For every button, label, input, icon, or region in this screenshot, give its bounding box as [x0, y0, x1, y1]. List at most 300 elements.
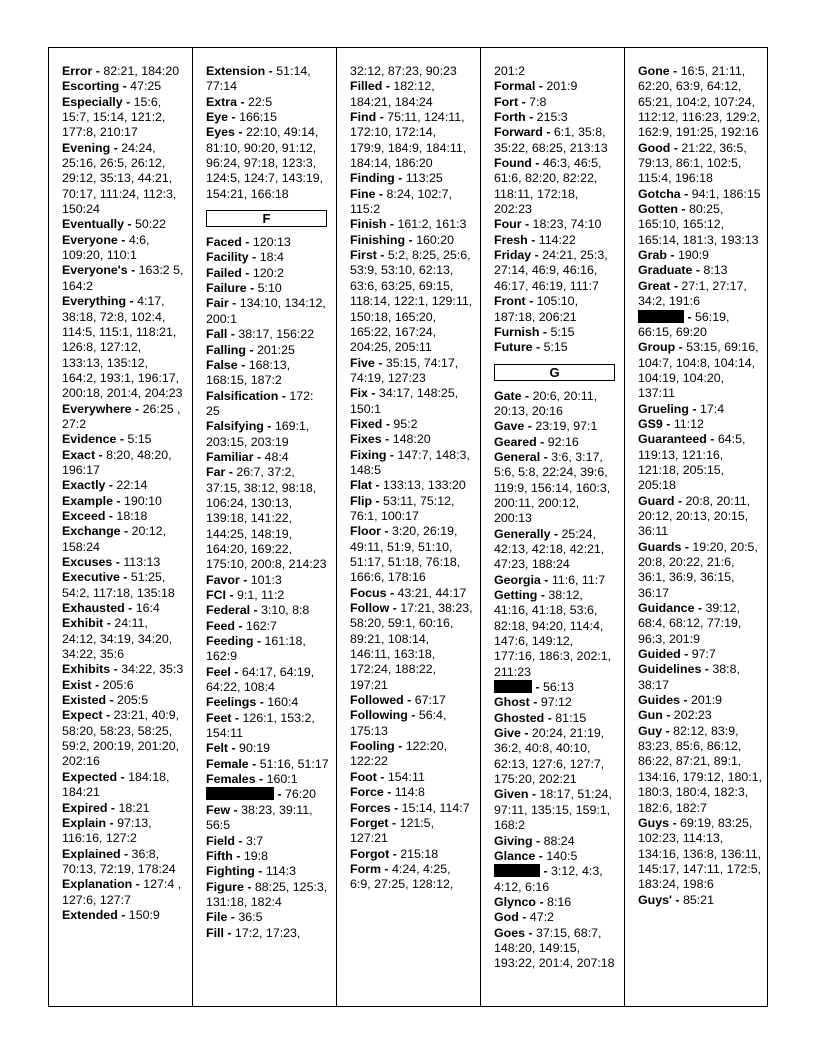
page-line-refs: 4:17, 38:18, 72:8, 102:4, 114:5, 115:1, 118:21, 126:8, 127:12, 133:13, 135:12, 164:2, 193:1, 196:17, 200:18, 201:4, 204:23	[62, 294, 183, 401]
page-line-refs: 120:2	[252, 265, 284, 280]
index-term: Exchange	[62, 524, 121, 539]
page-line-refs: 24:24, 25:16, 26:5, 26:12, 29:12, 35:13, 44:21, 70:17, 111:24, 112:3, 150:24	[62, 140, 177, 217]
page-line-refs: 48:4	[264, 449, 289, 464]
page-line-refs: 8:20, 48:20, 196:17	[62, 447, 172, 477]
term-separator: -	[524, 419, 536, 434]
term-separator: -	[248, 250, 260, 265]
index-term: Generally	[494, 526, 551, 541]
index-entry	[62, 402, 185, 433]
index-term: Few	[206, 802, 231, 817]
index-entry	[638, 540, 762, 601]
page-line-refs: 140:5	[546, 848, 578, 863]
index-term: Falsification	[206, 388, 279, 403]
page-line-refs: 43:21, 44:17	[397, 585, 467, 600]
index-entry	[62, 79, 185, 94]
index-term: Guys	[638, 815, 669, 830]
index-column-5	[625, 48, 769, 1006]
index-term: Far	[206, 465, 226, 480]
term-separator: -	[112, 555, 124, 569]
index-entry	[62, 478, 185, 493]
page-line-refs: 85:21	[682, 892, 714, 907]
index-term: Failed	[206, 265, 242, 280]
term-separator: -	[237, 94, 249, 109]
entry-continuation: 32:12, 87:23, 90:23	[350, 64, 457, 78]
index-entry	[206, 864, 329, 879]
page-line-refs: 23:19, 97:1	[535, 419, 598, 434]
index-entry	[494, 864, 617, 895]
term-separator: -	[405, 232, 417, 247]
index-term: Falling	[206, 342, 246, 357]
index-entry	[206, 665, 329, 696]
term-separator: -	[521, 388, 533, 403]
page-line-refs: 82:21, 184:20	[103, 64, 180, 78]
term-separator: -	[518, 910, 530, 925]
page-line-refs: 51:16, 51:17	[259, 756, 329, 771]
term-separator: -	[225, 465, 237, 480]
index-term: FCI	[206, 588, 226, 602]
term-separator: -	[540, 449, 552, 464]
section-letter-header: G	[494, 364, 615, 381]
index-entry	[206, 741, 329, 756]
page-line-refs: 19:8	[243, 848, 268, 863]
index-entry	[206, 588, 329, 603]
index-term: Form	[350, 861, 381, 876]
page-line-refs: 11:12	[673, 416, 704, 431]
page-line-refs: 26:7, 37:2, 37:15, 38:12, 98:18, 106:24, 130:13, 139:18, 141:22, 144:25, 148:19, 164:20, 169:22, 175:10, 200:8, 214:23	[206, 465, 327, 572]
index-entry	[62, 509, 185, 524]
term-separator: -	[386, 447, 398, 462]
term-separator: -	[103, 616, 115, 631]
term-separator: -	[120, 524, 132, 539]
index-entry	[494, 695, 617, 710]
index-term: Formal	[494, 79, 536, 94]
term-separator: -	[232, 848, 244, 863]
term-separator: -	[253, 634, 265, 649]
page-line-refs: 166:15	[239, 110, 277, 125]
term-separator: -	[265, 64, 277, 78]
index-entry	[206, 634, 329, 665]
term-separator: -	[532, 680, 544, 695]
page-line-refs: 5:10	[257, 281, 282, 296]
term-separator: -	[525, 294, 537, 309]
term-separator: -	[525, 110, 537, 125]
index-term: File	[206, 910, 228, 925]
index-term: Exactly	[62, 478, 106, 493]
redaction-bar	[494, 680, 532, 693]
page-line-refs: 95:2	[393, 416, 418, 431]
index-term: Gotcha	[638, 186, 681, 201]
index-entry	[62, 708, 185, 769]
page-line-refs: 39:12, 68:4, 68:12, 77:19, 96:3, 201:9	[638, 601, 742, 646]
page-line-refs: 5:15	[127, 432, 152, 447]
index-term: Group	[638, 340, 676, 355]
term-separator: -	[127, 263, 139, 278]
page-line-refs: 161:2, 161:3	[397, 217, 467, 232]
page-line-refs: 80:25, 165:10, 165:12, 165:14, 181:3, 193:13	[638, 202, 759, 247]
page-line-refs: 22:14	[116, 478, 148, 493]
term-separator: -	[376, 769, 388, 784]
index-entry	[638, 417, 762, 432]
term-separator: -	[116, 432, 128, 447]
term-separator: -	[234, 125, 246, 140]
index-entry	[350, 708, 473, 739]
index-term: Everything	[62, 294, 127, 309]
page-line-refs: 162:7	[245, 618, 277, 633]
index-entry	[62, 847, 185, 878]
page-line-refs: 24:11, 24:12, 34:19, 34:20, 34:22, 35:6	[62, 616, 173, 662]
index-term: Everywhere	[62, 401, 132, 416]
index-term: Fooling	[350, 739, 395, 754]
index-entry	[494, 573, 617, 588]
term-separator: -	[253, 449, 265, 464]
index-term: Exhibits	[62, 662, 111, 677]
redaction-bar	[638, 310, 684, 323]
term-separator: -	[662, 708, 674, 723]
page-line-refs: 15:14, 114:7	[401, 800, 470, 815]
index-entry	[638, 340, 762, 401]
index-term: Great	[638, 278, 671, 293]
term-separator: -	[706, 432, 718, 447]
index-entry	[350, 248, 473, 355]
index-entry	[638, 187, 762, 202]
index-term: Given	[494, 787, 529, 802]
term-separator: -	[227, 327, 239, 342]
index-term: Eyes	[206, 125, 235, 140]
term-separator: -	[532, 833, 544, 848]
page-line-refs: 8:24, 102:7, 115:2	[350, 186, 452, 217]
index-term: Guys'	[638, 892, 672, 907]
index-term: Expected	[62, 769, 118, 784]
index-term: Gotten	[638, 202, 678, 217]
page-line-refs: 7:8	[529, 94, 547, 109]
page-line-refs: 18:4	[259, 250, 284, 265]
index-entry	[62, 693, 185, 708]
index-term: God	[494, 910, 519, 925]
index-term: Good	[638, 140, 671, 155]
page-line-refs: 17:2, 17:23,	[234, 925, 301, 940]
index-term: Furnish	[494, 324, 540, 339]
page-line-refs: 133:13, 133:20	[383, 478, 466, 493]
index-entry	[62, 263, 185, 294]
index-term: Forgot	[350, 846, 390, 861]
index-column-4	[481, 48, 625, 1006]
index-term: Follow	[350, 601, 390, 616]
page-line-refs: 3:20, 26:19, 49:11, 51:9, 51:10, 51:17, 51:18, 76:18, 166:6, 178:16	[350, 524, 461, 585]
index-entry	[206, 465, 329, 572]
page-line-refs: 105:10, 187:18, 206:21	[494, 294, 579, 324]
term-separator: -	[122, 94, 134, 109]
page-line-refs: 75:11, 124:11, 172:10, 172:14, 179:9, 184:9, 184:11, 184:14, 186:20	[350, 110, 467, 171]
term-separator: -	[536, 434, 548, 449]
section-letter-header: F	[206, 210, 327, 227]
page-line-refs: 97:7	[691, 647, 716, 662]
page-line-refs: 8:13	[703, 263, 728, 278]
index-entry	[494, 419, 617, 434]
page-line-refs: 56:19, 66:15, 69:20	[638, 309, 730, 339]
index-entry	[350, 586, 473, 601]
index-term: Gone	[638, 64, 670, 78]
index-entry	[494, 110, 617, 125]
term-separator: -	[131, 401, 143, 416]
index-entry	[638, 816, 762, 893]
index-term: Feel	[206, 664, 231, 679]
term-separator: -	[675, 340, 687, 355]
index-entry	[206, 389, 329, 420]
term-separator: -	[92, 64, 104, 78]
index-term: Evening	[62, 140, 111, 155]
index-column-3	[337, 48, 481, 1006]
page-line-refs: 17:21, 38:23, 58:20, 59:1, 60:16, 89:21, 108:14, 146:11, 163:18, 172:24, 188:22, 197:21	[350, 601, 473, 692]
index-term: Extra	[206, 94, 237, 109]
term-separator: -	[105, 508, 117, 523]
term-separator: -	[525, 925, 537, 940]
index-entry	[350, 494, 473, 525]
index-entry	[62, 601, 185, 616]
index-entry	[494, 726, 617, 787]
index-term: Finish	[350, 217, 387, 232]
index-entry	[350, 601, 473, 693]
page-line-refs: 88:25, 125:3, 131:18, 182:4	[206, 879, 328, 909]
index-term: Extension	[206, 64, 266, 78]
index-entry	[62, 494, 185, 509]
term-separator: -	[674, 493, 686, 508]
index-term: Fixed	[350, 416, 383, 431]
page-line-refs: 202:23	[673, 708, 712, 723]
index-term: Ghost	[494, 695, 530, 710]
page-line-refs: 35:15, 74:17, 74:19, 127:23	[350, 355, 459, 385]
term-separator: -	[105, 478, 117, 493]
index-entry	[350, 217, 473, 232]
index-entry	[62, 816, 185, 847]
page-line-refs: 9:1, 11:2	[236, 588, 285, 602]
index-entry	[206, 834, 329, 849]
index-term: Fixes	[350, 432, 382, 447]
index-term: Expired	[62, 800, 108, 815]
index-entry	[206, 787, 329, 802]
index-entry	[350, 816, 473, 847]
term-separator: -	[669, 815, 681, 830]
index-term: Fighting	[206, 864, 255, 879]
page-line-refs: 190:10	[123, 493, 162, 508]
index-term: Fresh	[494, 232, 528, 247]
index-entry	[206, 64, 329, 95]
page-line-refs: 120:13	[252, 235, 291, 250]
term-separator: -	[110, 662, 122, 677]
index-term: Flat	[350, 478, 373, 493]
page-line-refs: 23:21, 40:9, 58:20, 58:23, 58:25, 59:2, 200:19, 201:20, 202:16	[62, 708, 180, 769]
index-term: Front	[494, 294, 526, 309]
index-entry	[494, 711, 617, 726]
index-entry	[206, 296, 329, 327]
page-line-refs: 101:3	[250, 572, 282, 587]
page-line-refs: 47:2	[529, 910, 554, 925]
term-separator: -	[521, 217, 533, 232]
index-term: Exist	[62, 677, 92, 692]
index-entry	[494, 248, 617, 294]
term-separator: -	[107, 800, 119, 815]
index-term: Ghosted	[494, 710, 545, 725]
term-separator: -	[243, 879, 255, 894]
page-line-refs: 190:9	[677, 248, 709, 263]
term-separator: -	[223, 925, 235, 940]
redaction-bar	[494, 864, 540, 877]
index-term: Forward	[494, 125, 543, 140]
page-line-refs: 16:4	[135, 601, 160, 616]
term-separator: -	[375, 186, 387, 201]
index-term: Finishing	[350, 232, 406, 247]
page-line-refs: 127:4 , 127:6, 127:7	[62, 877, 182, 907]
index-entry	[62, 233, 185, 264]
index-entry	[62, 524, 185, 555]
term-separator: -	[228, 741, 240, 756]
page-line-refs: 114:8	[394, 785, 425, 800]
page-line-refs: 114:3	[265, 864, 296, 879]
index-entry	[62, 616, 185, 662]
term-separator: -	[102, 708, 114, 723]
index-entry	[206, 358, 329, 389]
term-separator: -	[372, 493, 384, 508]
page-line-refs: 161:18, 162:9	[206, 634, 306, 664]
page-line-refs: 22:10, 49:14, 81:10, 90:20, 91:12, 96:24, 97:18, 123:3, 124:5, 124:7, 143:19, 154:21, 166:18	[206, 125, 324, 201]
index-entry	[494, 926, 617, 972]
index-entry	[494, 910, 617, 925]
term-separator: -	[117, 769, 129, 784]
page-line-refs: 163:2 5, 164:2	[62, 263, 184, 293]
index-term: Fixing	[350, 447, 387, 462]
page-line-refs: 18:21	[118, 800, 150, 815]
term-separator: -	[132, 877, 144, 892]
term-separator: -	[527, 232, 539, 247]
index-entry	[206, 695, 329, 710]
index-term: Exceed	[62, 508, 106, 523]
index-term: Fifth	[206, 848, 233, 863]
index-term: Escorting	[62, 79, 120, 94]
term-separator: -	[123, 217, 135, 232]
index-term: Graduate	[638, 263, 693, 278]
index-entry	[206, 573, 329, 588]
index-page-frame	[48, 47, 768, 1007]
index-term: Five	[350, 355, 375, 370]
index-term: Guidelines	[638, 662, 702, 677]
index-entry	[206, 235, 329, 250]
index-term: Glynco	[494, 894, 536, 909]
index-term: Force	[350, 785, 384, 800]
index-entry	[494, 79, 617, 94]
index-column-2	[193, 48, 337, 1006]
index-term: Getting	[494, 588, 538, 602]
term-separator: -	[376, 248, 388, 263]
index-entry	[206, 772, 329, 787]
index-entry	[638, 693, 762, 708]
index-term: Foot	[350, 769, 377, 784]
term-separator: -	[671, 892, 683, 907]
term-separator: -	[95, 447, 107, 462]
index-term: Goes	[494, 925, 525, 940]
page-line-refs: 34:17, 148:25, 150:1	[350, 386, 459, 416]
term-separator: -	[120, 846, 132, 861]
term-separator: -	[550, 526, 562, 541]
term-separator: -	[544, 710, 556, 725]
index-term: Field	[206, 833, 235, 848]
index-entry	[350, 432, 473, 447]
page-line-refs: 53:11, 75:12, 76:1, 100:17	[350, 493, 455, 523]
page-line-refs: 5:15	[543, 340, 568, 355]
index-term: Explained	[62, 846, 121, 861]
page-line-refs: 18:17, 51:24, 97:11, 135:15, 159:1, 168:2	[494, 787, 612, 833]
index-term: Following	[350, 708, 408, 723]
term-separator: -	[680, 693, 692, 708]
index-entry	[494, 294, 617, 325]
index-term: Female	[206, 756, 249, 771]
index-entry	[494, 834, 617, 849]
entry-continuation: 201:2	[494, 64, 526, 78]
index-term: Fine	[350, 186, 376, 201]
page-line-refs: 11:6, 11:7	[551, 572, 606, 587]
index-term: Four	[494, 217, 522, 232]
page-line-refs: 47:25	[130, 79, 162, 94]
page-line-refs: 4:6, 109:20, 110:1	[62, 232, 150, 263]
page-line-refs: 205:6	[102, 677, 134, 692]
index-entry	[638, 708, 762, 723]
page-line-refs: 36:8, 70:13, 72:19, 178:24	[62, 846, 176, 876]
term-separator: -	[394, 739, 406, 754]
index-entry	[350, 171, 473, 186]
page-line-refs: 94:1, 186:15	[691, 186, 761, 201]
page-line-refs: 24:21, 25:3, 27:14, 46:9, 46:16, 46:17, 46:19, 111:7	[494, 248, 608, 293]
term-separator: -	[110, 140, 122, 155]
index-entry	[62, 662, 185, 677]
term-separator: -	[230, 664, 242, 679]
page-line-refs: 122:20, 122:22	[350, 739, 448, 769]
term-separator: -	[228, 110, 240, 125]
page-line-refs: 160:20	[416, 232, 454, 247]
page-line-refs: 160:1	[266, 772, 298, 787]
index-entry	[494, 389, 617, 420]
index-term: Feeding	[206, 634, 254, 649]
index-entry	[350, 79, 473, 110]
page-line-refs: 67:17	[414, 693, 446, 708]
index-term: Gun	[638, 708, 663, 723]
term-separator: -	[225, 588, 237, 602]
term-separator: -	[688, 401, 700, 416]
index-entry	[62, 570, 185, 601]
index-entry	[350, 417, 473, 432]
index-entry	[206, 250, 329, 265]
index-entry	[350, 110, 473, 171]
index-entry	[494, 588, 617, 680]
page-line-refs: 184:18, 184:21	[62, 769, 170, 800]
term-separator: -	[367, 386, 379, 401]
page-line-refs: 90:19	[239, 741, 271, 756]
page-line-refs: 81:15	[555, 710, 587, 725]
term-separator: -	[537, 588, 549, 602]
index-entry	[62, 555, 185, 570]
index-term: Explanation	[62, 877, 133, 892]
term-separator: -	[518, 94, 530, 109]
term-separator: -	[241, 235, 253, 250]
page-line-refs: 114:22	[538, 232, 576, 247]
index-term: General	[494, 449, 541, 464]
index-entry	[350, 785, 473, 800]
index-entry	[350, 693, 473, 708]
term-separator: -	[234, 618, 246, 633]
index-term: Focus	[350, 585, 387, 600]
index-term: Extended	[62, 907, 118, 922]
page-line-refs: 215:3	[536, 110, 568, 125]
index-entry	[638, 601, 762, 647]
index-term: Gate	[494, 388, 522, 403]
index-term: Excuses	[62, 555, 113, 569]
